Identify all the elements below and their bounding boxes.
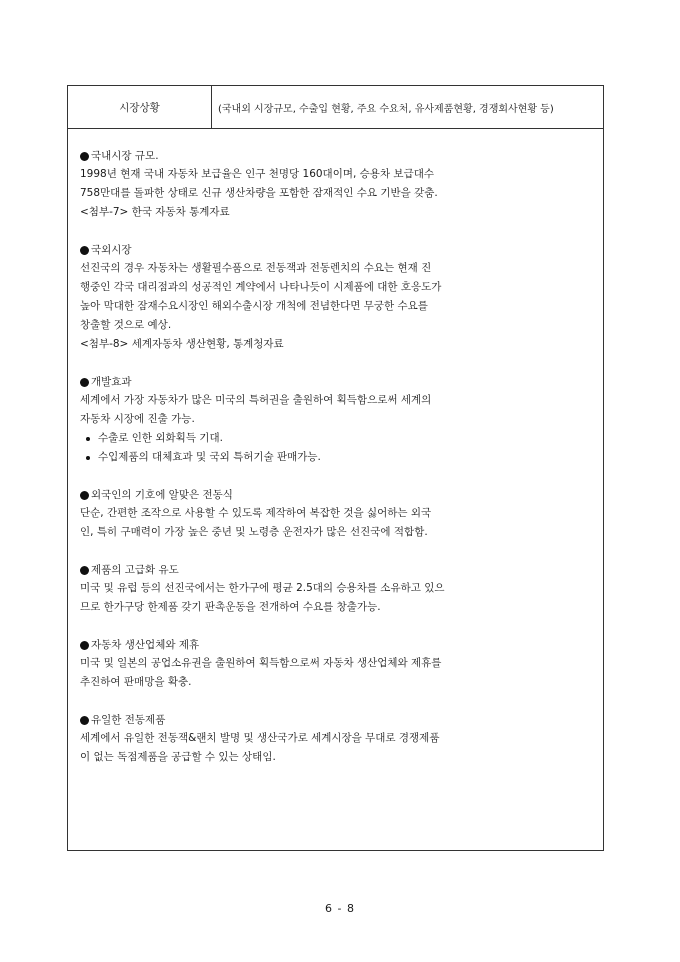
list-item — [80, 429, 591, 448]
section-line: 단순, 간편한 조작으로 사용할 수 있도록 제작하여 복잡한 것을 싫어하는 외국 — [80, 507, 432, 519]
section — [80, 561, 591, 617]
section-line: 758만대를 돌파한 상태로 신규 생산차량을 포함한 잠재적인 수요 기반을 갖춤. — [80, 187, 438, 199]
section-title-text: 외국인의 기호에 알맞은 전동식 — [91, 489, 233, 501]
section-title — [80, 147, 591, 165]
header-description: (국내외 시장규모, 수출입 현황, 주요 수요처, 유사제품현황, 경쟁회사현황 등) — [218, 103, 554, 115]
section — [80, 147, 591, 222]
section-title — [80, 373, 591, 391]
section-line: <첨부-7> 한국 자동차 통계자료 — [80, 206, 230, 218]
section-title-text: 개발효과 — [91, 376, 132, 388]
section-line: 선진국의 경우 자동차는 생활필수품으로 전동잭과 전동렌치의 수요는 현재 진 — [80, 262, 432, 274]
section-line: 추진하여 판매망을 확충. — [80, 676, 192, 688]
section-line: 높아 막대한 잠재수요시장인 해외수출시장 개척에 전념한다면 무궁한 수요를 — [80, 300, 428, 312]
section — [80, 486, 591, 542]
table-header-row — [68, 86, 603, 129]
list-item — [80, 448, 591, 467]
list-item-text: 수입제품의 대체효과 및 국외 특허기술 판매가능. — [98, 451, 321, 463]
market-status-table — [67, 85, 604, 851]
bullet-icon — [80, 716, 89, 725]
section-line: 1998년 현재 국내 자동차 보급율은 인구 천명당 160대이며, 승용차 보급대수 — [80, 168, 434, 180]
section-line: 행중인 각국 대리점과의 성공적인 계약에서 나타나듯이 시제품에 대한 호응도가 — [80, 281, 442, 293]
section-line: 미국 및 유럽 등의 선진국에서는 한가구에 평균 2.5대의 승용차를 소유하고 있으 — [80, 582, 445, 594]
section-title-text: 제품의 고급화 유도 — [91, 564, 179, 576]
bullet-icon — [80, 641, 89, 650]
section — [80, 636, 591, 692]
bullet-icon — [80, 566, 89, 575]
section-title — [80, 636, 591, 654]
bullet-icon — [80, 491, 89, 500]
section — [80, 373, 591, 467]
section-line: 창출할 것으로 예상. — [80, 319, 172, 331]
bullet-icon — [80, 246, 89, 255]
section-line: 므로 한가구당 한제품 갖기 판촉운동을 전개하여 수요를 창출가능. — [80, 601, 381, 613]
section — [80, 711, 591, 767]
section-title — [80, 486, 591, 504]
page-number: 6 - 8 — [325, 902, 355, 915]
section-title-text: 국외시장 — [91, 244, 132, 256]
table-content — [68, 129, 603, 767]
section-title — [80, 711, 591, 729]
section — [80, 241, 591, 354]
small-bullet-icon — [86, 456, 90, 460]
list-item-text: 수출로 인한 외화획득 기대. — [98, 432, 223, 444]
section-line: <첨부-8> 세계자동차 생산현황, 통계청자료 — [80, 338, 284, 350]
section-line: 미국 및 일본의 공업소유권을 출원하여 획득함으로써 자동차 생산업체와 제휴를 — [80, 657, 442, 669]
section-line: 세계에서 유일한 전동잭&랜치 발명 및 생산국가로 세계시장을 무대로 경쟁제품 — [80, 732, 440, 744]
section-title-text: 국내시장 규모. — [91, 150, 159, 162]
header-label: 시장상황 — [68, 86, 212, 128]
section-title — [80, 561, 591, 579]
section-line: 세계에서 가장 자동차가 많은 미국의 특허권을 출원하여 획득함으로써 세계의 — [80, 394, 432, 406]
section-line: 자동차 시장에 진출 가능. — [80, 413, 195, 425]
bullet-icon — [80, 152, 89, 161]
section-line: 이 없는 독점제품을 공급할 수 있는 상태임. — [80, 751, 276, 763]
section-title — [80, 241, 591, 259]
section-title-text: 유일한 전동제품 — [91, 714, 166, 726]
bullet-icon — [80, 378, 89, 387]
small-bullet-icon — [86, 437, 90, 441]
section-line: 인, 특히 구매력이 가장 높은 중년 및 노령층 운전자가 많은 선진국에 적합함. — [80, 526, 428, 538]
section-title-text: 자동차 생산업체와 제휴 — [91, 639, 200, 651]
